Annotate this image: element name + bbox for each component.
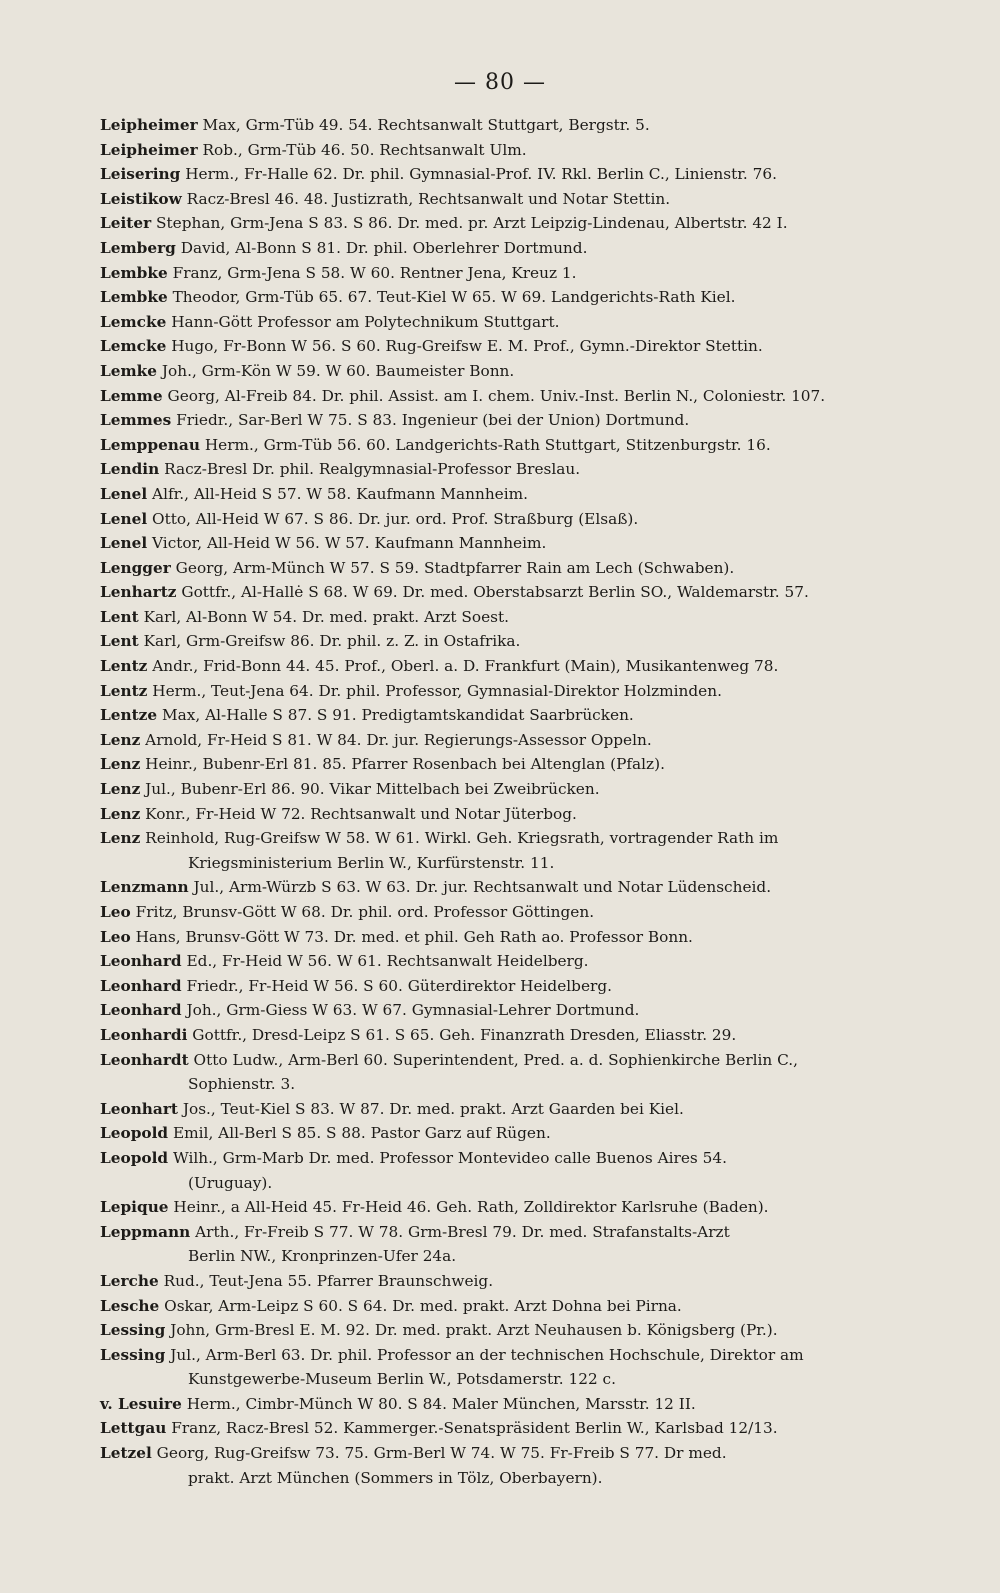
entry-continuation-line	[100, 1171, 960, 1196]
entry-line	[100, 334, 960, 359]
entry-line	[100, 998, 960, 1023]
entry-surname: Lessing	[100, 1321, 166, 1340]
entry-surname: Lenz	[100, 730, 141, 749]
entry-text: Hugo, Fr-Bonn W 56. S 60. Rug-Greifsw E. M. Prof., Gymn.-Direktor Stettin.	[171, 337, 763, 356]
entry-text: Max, Grm-Tüb 49. 54. Rechtsanwalt Stuttgart, Bergstr. 5.	[202, 116, 650, 134]
entry-line	[100, 113, 960, 138]
entry-line	[100, 629, 960, 654]
entry-text: Kunstgewerbe-Museum Berlin W., Potsdamerstr. 122 c.	[188, 1370, 616, 1389]
entry-surname: Leonhard	[100, 952, 182, 971]
entry-surname: Leonhardt	[100, 1050, 189, 1069]
entry-line	[100, 580, 960, 605]
entry-line	[100, 211, 960, 236]
entry-line	[100, 679, 960, 704]
entry-text: Max, Al-Halle S 87. S 91. Predigtamtskandidat Saarbrücken.	[161, 706, 634, 725]
entry-surname: Leopold	[100, 1148, 169, 1167]
entry-surname: Leonhardi	[100, 1025, 188, 1044]
entry-surname: Lenzmann	[100, 878, 189, 897]
entry-text: Otto Ludw., Arm-Berl 60. Superintendent, Pred. a. d. Sophienkirche Berlin C.,	[193, 1050, 799, 1069]
entry-line	[100, 1195, 960, 1220]
entry-surname: Lepique	[100, 1198, 169, 1217]
entry-surname: Lenz	[100, 829, 141, 848]
entry-surname: Lenz	[100, 804, 141, 823]
entry-line	[100, 285, 960, 310]
entry-text: Fritz, Brunsv-Gött W 68. Dr. phil. ord. Professor Göttingen.	[135, 903, 595, 921]
entry-text: Emil, All-Berl S 85. S 88. Pastor Garz auf Rügen.	[172, 1124, 551, 1143]
entry-surname: Leppmann	[100, 1222, 191, 1241]
entry-surname: Lemme	[100, 386, 163, 405]
entry-line	[100, 1220, 960, 1245]
entry-line	[100, 605, 960, 630]
entry-text: Kriegsministerium Berlin W., Kurfürstenstr. 11.	[188, 853, 555, 872]
entry-text: Reinhold, Rug-Greifsw W 58. W 61. Wirkl. Geh. Kriegsrath, vortragender Rath im	[145, 829, 779, 848]
entry-text: Herm., Grm-Tüb 56. 60. Landgerichts-Rath Stuttgart, Stitzenburgstr. 16.	[204, 435, 771, 454]
entry-surname: Leo	[100, 903, 131, 921]
entry-surname: Lenz	[100, 780, 141, 799]
entry-surname: Lembke	[100, 288, 168, 307]
entry-line	[100, 1048, 960, 1073]
entry-line	[100, 531, 960, 556]
entry-line	[100, 236, 960, 261]
entry-line	[100, 384, 960, 409]
entry-surname: Lenel	[100, 534, 148, 553]
entry-text: Rob., Grm-Tüb 46. 50. Rechtsanwalt Ulm.	[202, 140, 527, 159]
entry-line	[100, 900, 960, 925]
entry-text: Konr., Fr-Heid W 72. Rechtsanwalt und Notar Jüterbog.	[145, 804, 577, 823]
entry-text: Georg, Al-Freib 84. Dr. phil. Assist. am I. chem. Univ.-Inst. Berlin N., Coloniestr. 107.	[167, 386, 826, 405]
entry-text: Herm., Fr-Halle 62. Dr. phil. Gymnasial-Prof. IV. Rkl. Berlin C., Linienstr. 76.	[185, 165, 777, 184]
entry-line	[100, 703, 960, 728]
entry-text: Hans, Brunsv-Gött W 73. Dr. med. et phil. Geh Rath ao. Professor Bonn.	[135, 927, 693, 946]
entry-surname: Lemberg	[100, 238, 176, 257]
entry-surname: Lenhartz	[100, 583, 177, 602]
entry-surname: Lemcke	[100, 337, 167, 356]
entry-text: Arnold, Fr-Heid S 81. W 84. Dr. jur. Regierungs-Assessor Oppeln.	[145, 730, 652, 749]
entry-text: Alfr., All-Heid S 57. W 58. Kaufmann Mannheim.	[152, 484, 528, 503]
entry-line	[100, 728, 960, 753]
entry-surname: Leiter	[100, 214, 152, 233]
entry-text: Georg, Rug-Greifsw 73. 75. Grm-Berl W 74. W 75. Fr-Freib S 77. Dr med.	[156, 1444, 727, 1463]
entry-text: Stephan, Grm-Jena S 83. S 86. Dr. med. pr. Arzt Leipzig-Lindenau, Albertstr. 42 I.	[156, 214, 788, 233]
entry-continuation-line	[100, 1367, 960, 1392]
entry-surname: Lettgau	[100, 1419, 167, 1438]
entry-text: Friedr., Fr-Heid W 56. S 60. Güterdirektor Heidelberg.	[186, 976, 612, 995]
entry-text: Karl, Al-Bonn W 54. Dr. med. prakt. Arzt Soest.	[143, 607, 510, 626]
entry-continuation-line	[100, 1466, 960, 1491]
entry-text: Karl, Grm-Greifsw 86. Dr. phil. z. Z. in Ostafrika.	[143, 632, 521, 651]
entry-text: Georg, Arm-Münch W 57. S 59. Stadtpfarrer Rain am Lech (Schwaben).	[175, 558, 735, 577]
entry-line	[100, 1023, 960, 1048]
entry-surname: Lesche	[100, 1296, 160, 1315]
entry-surname: Lemmes	[100, 411, 172, 430]
entry-text: Arth., Fr-Freib S 77. W 78. Grm-Bresl 79. Dr. med. Strafanstalts-Arzt	[195, 1222, 730, 1241]
entry-line	[100, 482, 960, 507]
entry-text: Gottfr., Dresd-Leipz S 61. S 65. Geh. Finanzrath Dresden, Eliasstr. 29.	[192, 1025, 737, 1044]
entry-surname: Lengger	[100, 558, 171, 577]
entry-text: prakt. Arzt München (Sommers in Tölz, Oberbayern).	[188, 1468, 603, 1487]
entry-surname: Leisering	[100, 165, 181, 184]
entry-text: Racz-Bresl Dr. phil. Realgymnasial-Professor Breslau.	[164, 460, 581, 479]
entry-text: Theodor, Grm-Tüb 65. 67. Teut-Kiel W 65. W 69. Landgerichts-Rath Kiel.	[172, 288, 736, 307]
entry-text: Otto, All-Heid W 67. S 86. Dr. jur. ord. Prof. Straßburg (Elsaß).	[152, 509, 639, 528]
entry-line	[100, 654, 960, 679]
entry-line	[100, 1269, 960, 1294]
entry-surname: Leipheimer	[100, 140, 198, 159]
entry-surname: Lemcke	[100, 312, 167, 331]
entry-line	[100, 875, 960, 900]
entry-surname: Lenz	[100, 755, 141, 774]
entry-line	[100, 408, 960, 433]
entry-line	[100, 1097, 960, 1122]
entry-line	[100, 974, 960, 999]
entry-surname: Lentze	[100, 706, 158, 725]
entry-text: Jul., Arm-Würzb S 63. W 63. Dr. jur. Rechtsanwalt und Notar Lüdenscheid.	[193, 878, 772, 897]
page-number: — 80 —	[454, 70, 546, 95]
entry-line	[100, 556, 960, 581]
entry-line	[100, 1318, 960, 1343]
entry-surname: Leo	[100, 927, 131, 946]
entry-line	[100, 1146, 960, 1171]
entry-text: Joh., Grm-Giess W 63. W 67. Gymnasial-Lehrer Dortmund.	[186, 1001, 640, 1020]
entry-surname: Leonhard	[100, 976, 182, 995]
entry-line	[100, 261, 960, 286]
entry-surname: Leistikow	[100, 189, 182, 208]
entry-surname: Leonhard	[100, 1001, 182, 1020]
entry-line	[100, 457, 960, 482]
entry-text: Franz, Racz-Bresl 52. Kammerger.-Senatspräsident Berlin W., Karlsbad 12/13.	[171, 1419, 778, 1438]
entry-text: Herm., Cimbr-Münch W 80. S 84. Maler München, Marsstr. 12 II.	[186, 1394, 696, 1413]
entry-text: Ed., Fr-Heid W 56. W 61. Rechtsanwalt Heidelberg.	[186, 952, 589, 971]
entry-line	[100, 1441, 960, 1466]
entry-line	[100, 1121, 960, 1146]
entry-line	[100, 1416, 960, 1441]
entry-surname: Letzel	[100, 1444, 152, 1463]
entry-text: (Uruguay).	[188, 1173, 273, 1192]
entry-line	[100, 507, 960, 532]
entry-surname: Lent	[100, 607, 139, 626]
entry-text: Rud., Teut-Jena 55. Pfarrer Braunschweig.	[163, 1271, 494, 1290]
entry-text: Jul., Bubenr-Erl 86. 90. Vikar Mittelbach bei Zweibrücken.	[145, 780, 600, 799]
entry-text: Racz-Bresl 46. 48. Justizrath, Rechtsanwalt und Notar Stettin.	[186, 189, 671, 208]
entry-line	[100, 162, 960, 187]
entry-surname: Lenel	[100, 509, 148, 528]
entry-text: David, Al-Bonn S 81. Dr. phil. Oberlehrer Dortmund.	[180, 238, 588, 257]
entry-surname: Lessing	[100, 1345, 166, 1364]
entry-line	[100, 826, 960, 851]
entry-text: Franz, Grm-Jena S 58. W 60. Rentner Jena, Kreuz 1.	[172, 263, 577, 282]
entry-surname: Lerche	[100, 1271, 159, 1290]
entry-text: Sophienstr. 3.	[188, 1075, 296, 1094]
entry-line	[100, 777, 960, 802]
entry-text: Gottfr., Al-Hallė S 68. W 69. Dr. med. Oberstabsarzt Berlin SO., Waldemarstr. 57.	[181, 583, 809, 602]
entry-line	[100, 1392, 960, 1417]
entry-line	[100, 359, 960, 384]
entry-surname: v. Lesuire	[100, 1394, 182, 1413]
entry-continuation-line	[100, 1072, 960, 1097]
entry-line	[100, 925, 960, 950]
entry-line	[100, 752, 960, 777]
entry-text: Joh., Grm-Kön W 59. W 60. Baumeister Bonn.	[161, 361, 515, 380]
entry-text: John, Grm-Bresl E. M. 92. Dr. med. prakt. Arzt Neuhausen b. Königsberg (Pr.).	[170, 1321, 778, 1340]
entry-line	[100, 433, 960, 458]
entry-text: Wilh., Grm-Marb Dr. med. Professor Montevideo calle Buenos Aires 54.	[172, 1148, 727, 1167]
entry-surname: Lemppenau	[100, 435, 200, 454]
entry-line	[100, 949, 960, 974]
register-entries	[100, 113, 960, 1490]
entry-text: Jos., Teut-Kiel S 83. W 87. Dr. med. prakt. Arzt Gaarden bei Kiel.	[182, 1099, 684, 1118]
entry-continuation-line	[100, 851, 960, 876]
entry-surname: Leipheimer	[100, 116, 198, 134]
entry-text: Oskar, Arm-Leipz S 60. S 64. Dr. med. prakt. Arzt Dohna bei Pirna.	[164, 1296, 682, 1315]
entry-text: Heinr., a All-Heid 45. Fr-Heid 46. Geh. Rath, Zolldirektor Karlsruhe (Baden).	[173, 1198, 769, 1217]
entry-continuation-line	[100, 1244, 960, 1269]
entry-surname: Lentz	[100, 657, 148, 676]
entry-surname: Lembke	[100, 263, 168, 282]
entry-surname: Leonhart	[100, 1099, 178, 1118]
entry-text: Heinr., Bubenr-Erl 81. 85. Pfarrer Rosenbach bei Altenglan (Pfalz).	[145, 755, 665, 774]
entry-text: Herm., Teut-Jena 64. Dr. phil. Professor, Gymnasial-Direktor Holzminden.	[152, 681, 722, 700]
entry-line	[100, 310, 960, 335]
entry-surname: Leopold	[100, 1124, 169, 1143]
entry-text: Victor, All-Heid W 56. W 57. Kaufmann Mannheim.	[152, 534, 547, 553]
entry-surname: Lemke	[100, 361, 158, 380]
entry-text: Friedr., Sar-Berl W 75. S 83. Ingenieur (bei der Union) Dortmund.	[176, 411, 690, 430]
entry-text: Jul., Arm-Berl 63. Dr. phil. Professor an der technischen Hochschule, Direktor am	[170, 1345, 804, 1364]
entry-surname: Lentz	[100, 681, 148, 700]
entry-surname: Lendin	[100, 460, 160, 479]
entry-text: Andr., Frid-Bonn 44. 45. Prof., Oberl. a. D. Frankfurt (Main), Musikantenweg 78.	[152, 657, 779, 676]
entry-line	[100, 187, 960, 212]
entry-surname: Lenel	[100, 484, 148, 503]
entry-text: Berlin NW., Kronprinzen-Ufer 24a.	[188, 1247, 457, 1266]
entry-text: Hann-Gött Professor am Polytechnikum Stuttgart.	[171, 312, 560, 331]
entry-line	[100, 1343, 960, 1368]
entry-line	[100, 802, 960, 827]
entry-line	[100, 138, 960, 163]
entry-line	[100, 1294, 960, 1319]
entry-surname: Lent	[100, 632, 139, 651]
